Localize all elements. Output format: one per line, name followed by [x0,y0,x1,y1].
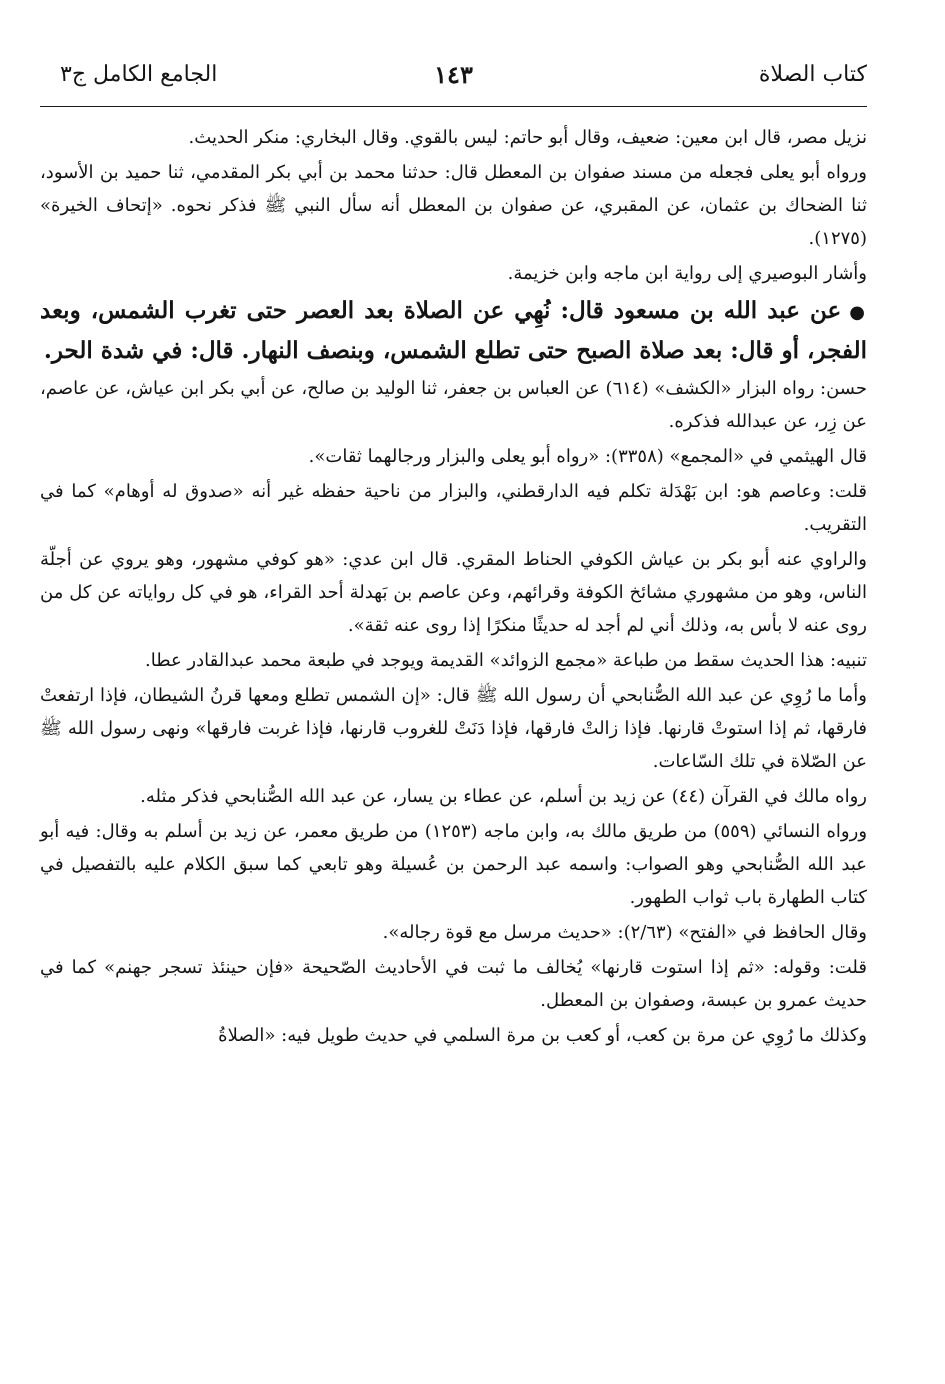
paragraph: وقال الحافظ في «الفتح» (٢/٦٣): «حديث مرسل مع قوة رجاله». [382,922,867,943]
chapter-title: كتاب الصلاة [758,62,867,87]
paragraph: قال الهيثمي في «المجمع» (٣٣٥٨): «رواه أبو يعلى والبزار ورجالهما ثقات». [308,446,867,467]
paragraph: قلت: وعاصم هو: ابن بَهْدَلة تكلم فيه الدارقطني، والبزار من ناحية حفظه غير أنه «صدوق له أوهام» كما في التقريب. [40,481,867,535]
paragraph: وأشار البوصيري إلى رواية ابن ماجه وابن خزيمة. [507,263,867,284]
paragraph: ورواه أبو يعلى فجعله من مسند صفوان بن المعطل قال: حدثنا محمد بن أبي بكر المقدمي، ثنا حميد بن الأسود، ثنا الضحاك بن عثمان، عن المقبري، عن صفوان بن المعطل أنه سأل النبي ﷺ فذكر نحوه. «إتحاف الخيرة» (١٢٧٥). [40,162,867,249]
paragraph: نزيل مصر، قال ابن معين: ضعيف، وقال أبو حاتم: ليس بالقوي. وقال البخاري: منكر الحديث. [188,127,867,148]
book-title: الجامع الكامل ج٣ [60,62,218,87]
hadith-matn: عن عبد الله بن مسعود قال: نُهِي عن الصلاة بعد العصر حتى تغرب الشمس، وبعد الفجر، أو قال: بعد صلاة الصبح حتى تطلع الشمس، وبنصف النهار. قال: في شدة الحر. [40,297,867,364]
paragraph: والراوي عنه أبو بكر بن عياش الكوفي الحناط المقري. قال ابن عدي: «هو كوفي مشهور، وهو يروي عن أجلّة الناس، وهو من مشهوري مشائخ الكوفة وقرائهم، وعن عاصم بن بَهدلة أحد القراء، هو في كل رواياته عن كل من روى عنه لا بأس به، وذلك أني لم أجد له حديثًا منكرًا إذا روى عنه ثقة». [40,549,868,636]
paragraph: رواه مالك في القرآن (٤٤) عن زيد بن أسلم، عن عطاء بن يسار، عن عبد الله الصُّنابحي فذكر مثله. [140,786,867,807]
page-body [40,121,867,1052]
paragraph: وأما ما رُوِي عن عبد الله الصُّنابحي أن رسول الله ﷺ قال: «إن الشمس تطلع ومعها قرنُ الشيطان، فإذا ارتفعتْ فارقها، ثم إذا استوتْ قارنها. فإذا زالتْ فارقها، فإذا دَنَتْ للغروب قارنها، فإذا غربت فارقها» ونهى رسول الله ﷺ عن الصّلاة في تلك السّاعات. [40,685,867,772]
paragraph: تنبيه: هذا الحديث سقط من طباعة «مجمع الزوائد» القديمة ويوجد في طبعة محمد عبدالقادر عطا. [144,650,867,671]
page-number: ١٤٣ [434,60,473,89]
hadith-text [40,292,867,370]
paragraph: وكذلك ما رُوِي عن مرة بن كعب، أو كعب بن مرة السلمي في حديث طويل فيه: «الصلاةُ [218,1025,867,1046]
page-header [40,0,867,107]
paragraph: قلت: وقوله: «ثم إذا استوت قارنها» يُخالف ما ثبت في الأحاديث الصّحيحة «فإن حينئذ تسجر جهنم» كما في حديث عمرو بن عبسة، وصفوان بن المعطل. [40,957,867,1011]
paragraph: حسن: رواه البزار «الكشف» (٦١٤) عن العباس بن جعفر، ثنا الوليد بن صالح، عن أبي بكر ابن عياش، عن عاصم، عن زِر، عن عبدالله فذكره. [40,378,867,432]
paragraph: ورواه النسائي (٥٥٩) من طريق مالك به، وابن ماجه (١٢٥٣) من طريق معمر، عن زيد بن أسلم به وقال: فيه أبو عبد الله الصُّنابحي وهو الصواب: واسمه عبد الرحمن بن عُسيلة وهو تابعي كما سبق الكلام عليه بالتفصيل في كتاب الطهارة باب ثواب الطهور. [40,821,868,908]
bullet-marker: ● [849,302,867,323]
